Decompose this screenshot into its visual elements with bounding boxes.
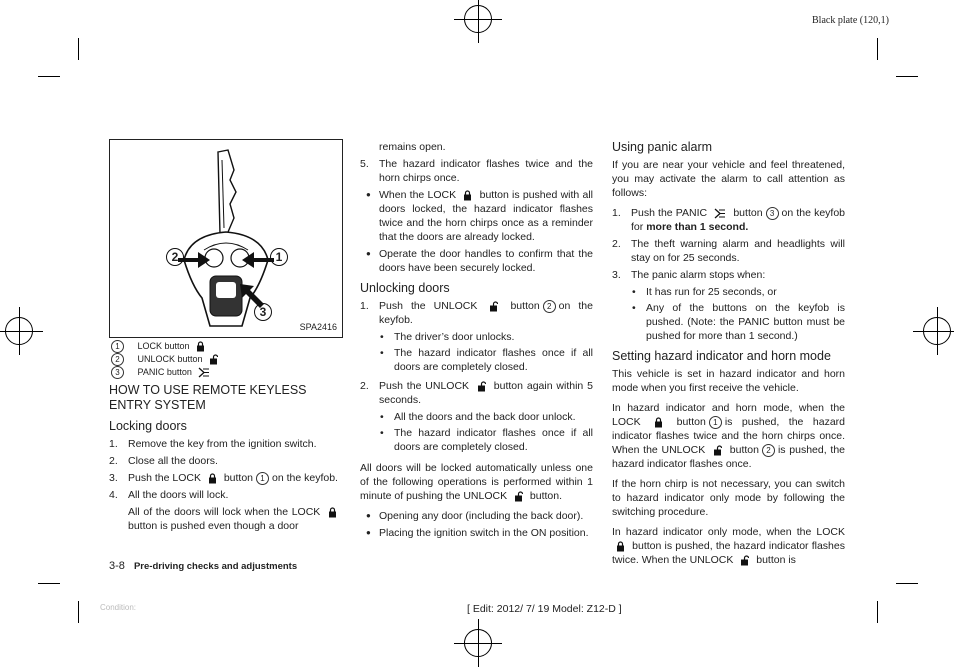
- lock-icon: [616, 541, 625, 552]
- list-item: 1. Push the UNLOCK button 2 on the keyfob.: [360, 300, 593, 326]
- registration-mark: [464, 629, 492, 657]
- crop-mark: [38, 583, 60, 584]
- registration-mark: [5, 317, 33, 345]
- circled-number: 2: [543, 300, 556, 313]
- list-item: 2. Push the UNLOCK button again within 5 seconds.: [360, 380, 593, 406]
- bullet-item: ● Operate the door handles to confirm that the doors have been securely locked.: [366, 248, 593, 274]
- unlock-icon: [489, 301, 498, 312]
- hazard-text-2: In hazard indicator and horn mode, when the LOCK button 1 is pushed, the hazard indicator flashes twice and the horn chirps once. When the UNLOCK button 2 is pushed, the hazard indicator flashes once.: [612, 402, 846, 470]
- circled-number: 1: [709, 416, 722, 429]
- legend-num: 1: [111, 340, 124, 353]
- circled-number: 1: [256, 472, 269, 485]
- locking-note: All of the doors will lock when the LOCK button is pushed even though a door: [109, 505, 341, 533]
- callout-1: 1: [270, 248, 288, 266]
- unlock-icon: [713, 445, 722, 456]
- lock-icon: [463, 190, 472, 201]
- hazard-text-4: In hazard indicator only mode, when the LOCK button is pushed, the hazard indicator flashes twice. When the UNLOCK button is: [612, 526, 845, 566]
- circled-number: 2: [762, 444, 775, 457]
- section-title: HOW TO USE REMOTE KEYLESS ENTRY SYSTEM: [109, 383, 307, 412]
- sub-bullet: • All the doors and the back door unlock.: [380, 411, 576, 423]
- lock-icon: [328, 507, 337, 518]
- lock-icon: [654, 417, 663, 428]
- legend-num: 2: [111, 353, 124, 366]
- legend-label: PANIC button: [137, 366, 192, 377]
- legend-num: 3: [111, 366, 124, 379]
- crop-mark: [896, 583, 918, 584]
- lock-icon: [208, 473, 217, 484]
- column-2: [360, 140, 593, 543]
- sub-bullet: • The hazard indicator flashes once if all doors are completely closed.: [380, 347, 593, 373]
- circled-number: 3: [766, 207, 779, 220]
- legend-unlock: [111, 353, 222, 366]
- list-item: 2. The theft warning alarm and headlights will stay on for 25 seconds.: [612, 238, 845, 264]
- list-item: 2. Close all the doors.: [109, 455, 218, 467]
- subheading-locking: Locking doors: [109, 419, 187, 433]
- legend-label: UNLOCK button: [137, 353, 203, 364]
- condition-label: Condition:: [100, 603, 137, 612]
- unlock-icon: [514, 491, 523, 502]
- continued-text: remains open.: [379, 141, 446, 153]
- footer-title: Pre-driving checks and adjustments: [133, 561, 298, 572]
- callout-3: 3: [254, 303, 272, 321]
- registration-mark: [464, 5, 492, 33]
- hazard-text-3: If the horn chirp is not necessary, you can switch to hazard indicator only mode by following the switching procedure.: [612, 478, 845, 518]
- sub-bullet: • The driver’s door unlocks.: [380, 331, 515, 343]
- edit-info: [ Edit: 2012/ 7/ 19 Model: Z12-D ]: [467, 603, 622, 615]
- subheading-unlocking: Unlocking doors: [360, 281, 450, 295]
- crop-mark: [78, 38, 79, 60]
- hazard-text-1: This vehicle is set in hazard indicator and horn mode when you first receive the vehicle.: [612, 368, 845, 394]
- bullet-item: ● Placing the ignition switch in the ON position.: [366, 527, 589, 539]
- crop-mark: [38, 76, 60, 77]
- sub-bullet: • The hazard indicator flashes once if all doors are completely closed.: [380, 427, 593, 453]
- registration-mark: [923, 317, 951, 345]
- crop-mark: [896, 76, 918, 77]
- column-3: [612, 140, 845, 573]
- callout-2: 2: [166, 248, 184, 266]
- list-item: 5. The hazard indicator flashes twice and the horn chirps once.: [360, 158, 593, 184]
- keyfob-figure: [109, 139, 343, 338]
- lock-icon: [196, 341, 205, 352]
- unlock-icon: [209, 354, 218, 365]
- sub-bullet: • Any of the buttons on the keyfob is pushed. (Note: the PANIC button must be pushed for more than 1 second.): [632, 302, 845, 342]
- figure-code: SPA2416: [299, 322, 337, 332]
- list-item: 1. Remove the key from the ignition switch.: [109, 438, 317, 450]
- list-item: 3. Push the LOCK button 1 on the keyfob.: [109, 472, 338, 484]
- list-item: 3. The panic alarm stops when:: [612, 269, 766, 281]
- page-number: 3-8: [109, 560, 125, 572]
- list-item: 4. All the doors will lock.: [109, 489, 229, 501]
- unlock-icon: [477, 381, 486, 392]
- plate-label: Black plate (120,1): [812, 15, 889, 26]
- column-1: [109, 377, 341, 538]
- subheading-panic: Using panic alarm: [612, 140, 713, 154]
- keyfob-illustration: [110, 140, 342, 337]
- sub-bullet: • It has run for 25 seconds, or: [632, 286, 777, 298]
- unlock-icon: [740, 555, 749, 566]
- list-item: 1. Push the PANIC button 3 on the keyfob for more than 1 second.: [612, 207, 845, 233]
- subheading-hazard: Setting hazard indicator and horn mode: [612, 349, 831, 363]
- crop-mark: [78, 601, 79, 623]
- legend-label: LOCK button: [137, 340, 190, 351]
- page-footer: [109, 560, 297, 572]
- panic-icon: [714, 208, 726, 219]
- bullet-item: ● Opening any door (including the back door).: [366, 510, 584, 522]
- bullet-item: ● When the LOCK button is pushed with all doors locked, the hazard indicator flashes twice and the horn chirps once as a reminder that the doors are already locked.: [366, 189, 593, 243]
- crop-mark: [877, 38, 878, 60]
- panic-intro: If you are near your vehicle and feel threatened, you may activate the alarm to call attention as follows:: [612, 159, 845, 199]
- legend-lock: [111, 340, 209, 353]
- auto-lock-text: All doors will be locked automatically unless one of the following operations is performed within 1 minute of pushing the UNLOCK button.: [360, 462, 593, 502]
- crop-mark: [877, 601, 878, 623]
